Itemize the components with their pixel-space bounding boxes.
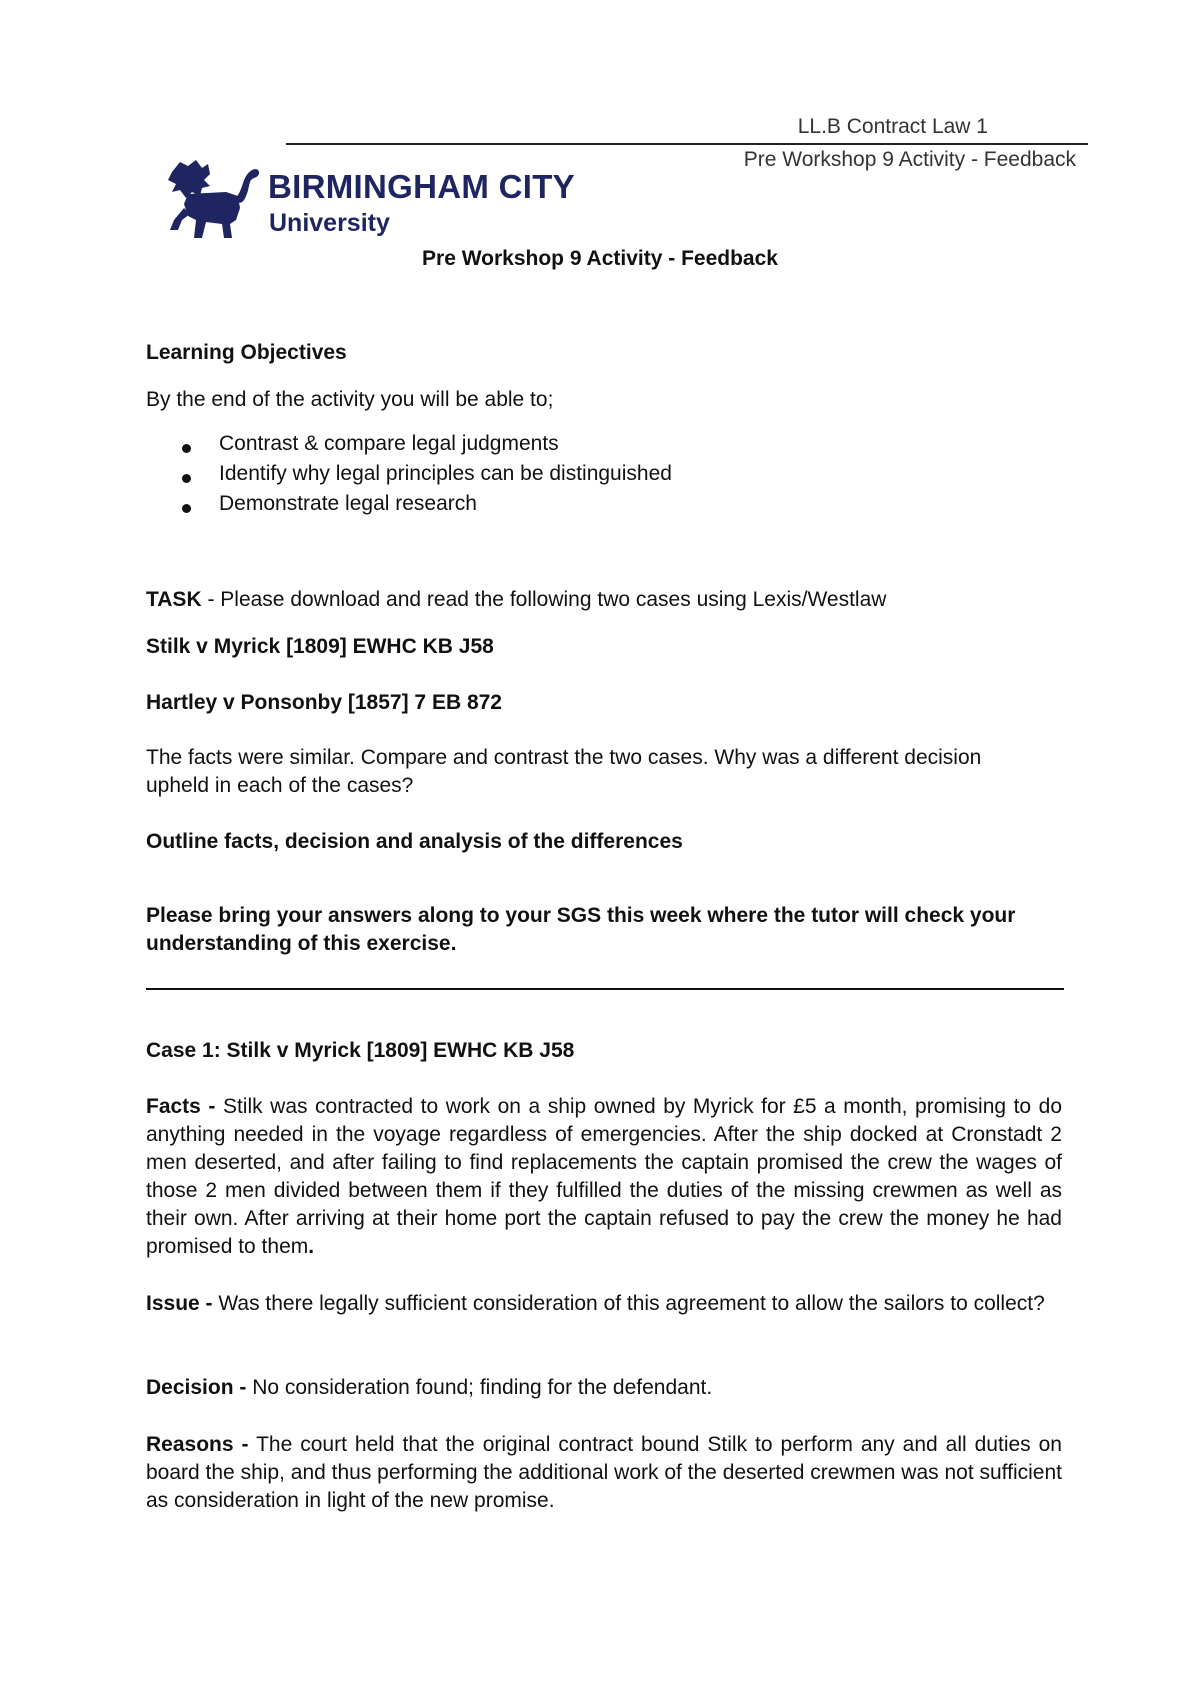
reasons-text: The court held that the original contract bound Stilk to perform any and all duties on board the ship, and thus performing the additional work of the deserted crewmen was not sufficient as consideration in light of the new promise. [146,1433,1062,1512]
issue-label: Issue - [146,1292,213,1315]
objectives-intro: By the end of the activity you will be able to; [146,388,554,411]
task-outline: Outline facts, decision and analysis of the differences [146,830,683,853]
case-b-citation: Hartley v Ponsonby [1857] 7 EB 872 [146,691,502,714]
task-label: TASK [146,588,202,611]
header-course: LL.B Contract Law 1 [797,115,988,138]
decision-text: No consideration found; finding for the defendant. [246,1376,713,1399]
bullet-icon [182,444,191,453]
case1-heading: Case 1: Stilk v Myrick [1809] EWHC KB J58 [146,1039,575,1062]
objective-item: Demonstrate legal research [219,492,477,515]
objectives-heading: Learning Objectives [146,341,347,364]
facts-label: Facts - [146,1095,216,1118]
task-question: The facts were similar. Compare and contrast the two cases. Why was a different decision upheld in each of the cases? [146,746,982,797]
university-logo [166,158,575,242]
lion-icon [166,158,262,242]
case1-facts [146,1093,1062,1261]
section-divider [146,988,1064,990]
bullet-icon [182,504,191,513]
document-title: Pre Workshop 9 Activity - Feedback [422,247,778,270]
decision-label: Decision - [146,1376,247,1399]
header-activity: Pre Workshop 9 Activity - Feedback [743,148,1076,171]
objective-item: Identify why legal principles can be distinguished [219,462,672,485]
header-rule [286,143,1088,145]
case1-issue [146,1290,1062,1318]
task-text: - Please download and read the following two cases using Lexis/Westlaw [201,588,887,611]
logo-text-university-name: BIRMINGHAM CITY [268,168,575,205]
task-paragraph [146,586,886,614]
logo-text-university: University [269,209,390,237]
case1-decision [146,1374,712,1402]
task-bring-answers: Please bring your answers along to your SGS this week where the tutor will check your understanding of this exercise. [146,904,1016,955]
objective-item: Contrast & compare legal judgments [219,432,559,455]
bullet-icon [182,474,191,483]
facts-end: . [308,1235,315,1258]
case1-reasons [146,1431,1062,1515]
facts-text: Stilk was contracted to work on a ship owned by Myrick for £5 a month, promising to do anything needed in the voyage regardless of emergencies. After the ship docked at Cronstadt 2 men deserted, and after failing to find replacements the captain promised the crew the wages of those 2 men divided between them if they fulfilled the duties of the missing crewmen as well as their own. After arriving at their home port the captain refused to pay the crew the money he had promised to them [146,1095,1063,1258]
reasons-label: Reasons - [146,1433,249,1456]
issue-text: Was there legally sufficient consideration of this agreement to allow the sailors to collect? [212,1292,1045,1315]
case-a-citation: Stilk v Myrick [1809] EWHC KB J58 [146,635,494,658]
